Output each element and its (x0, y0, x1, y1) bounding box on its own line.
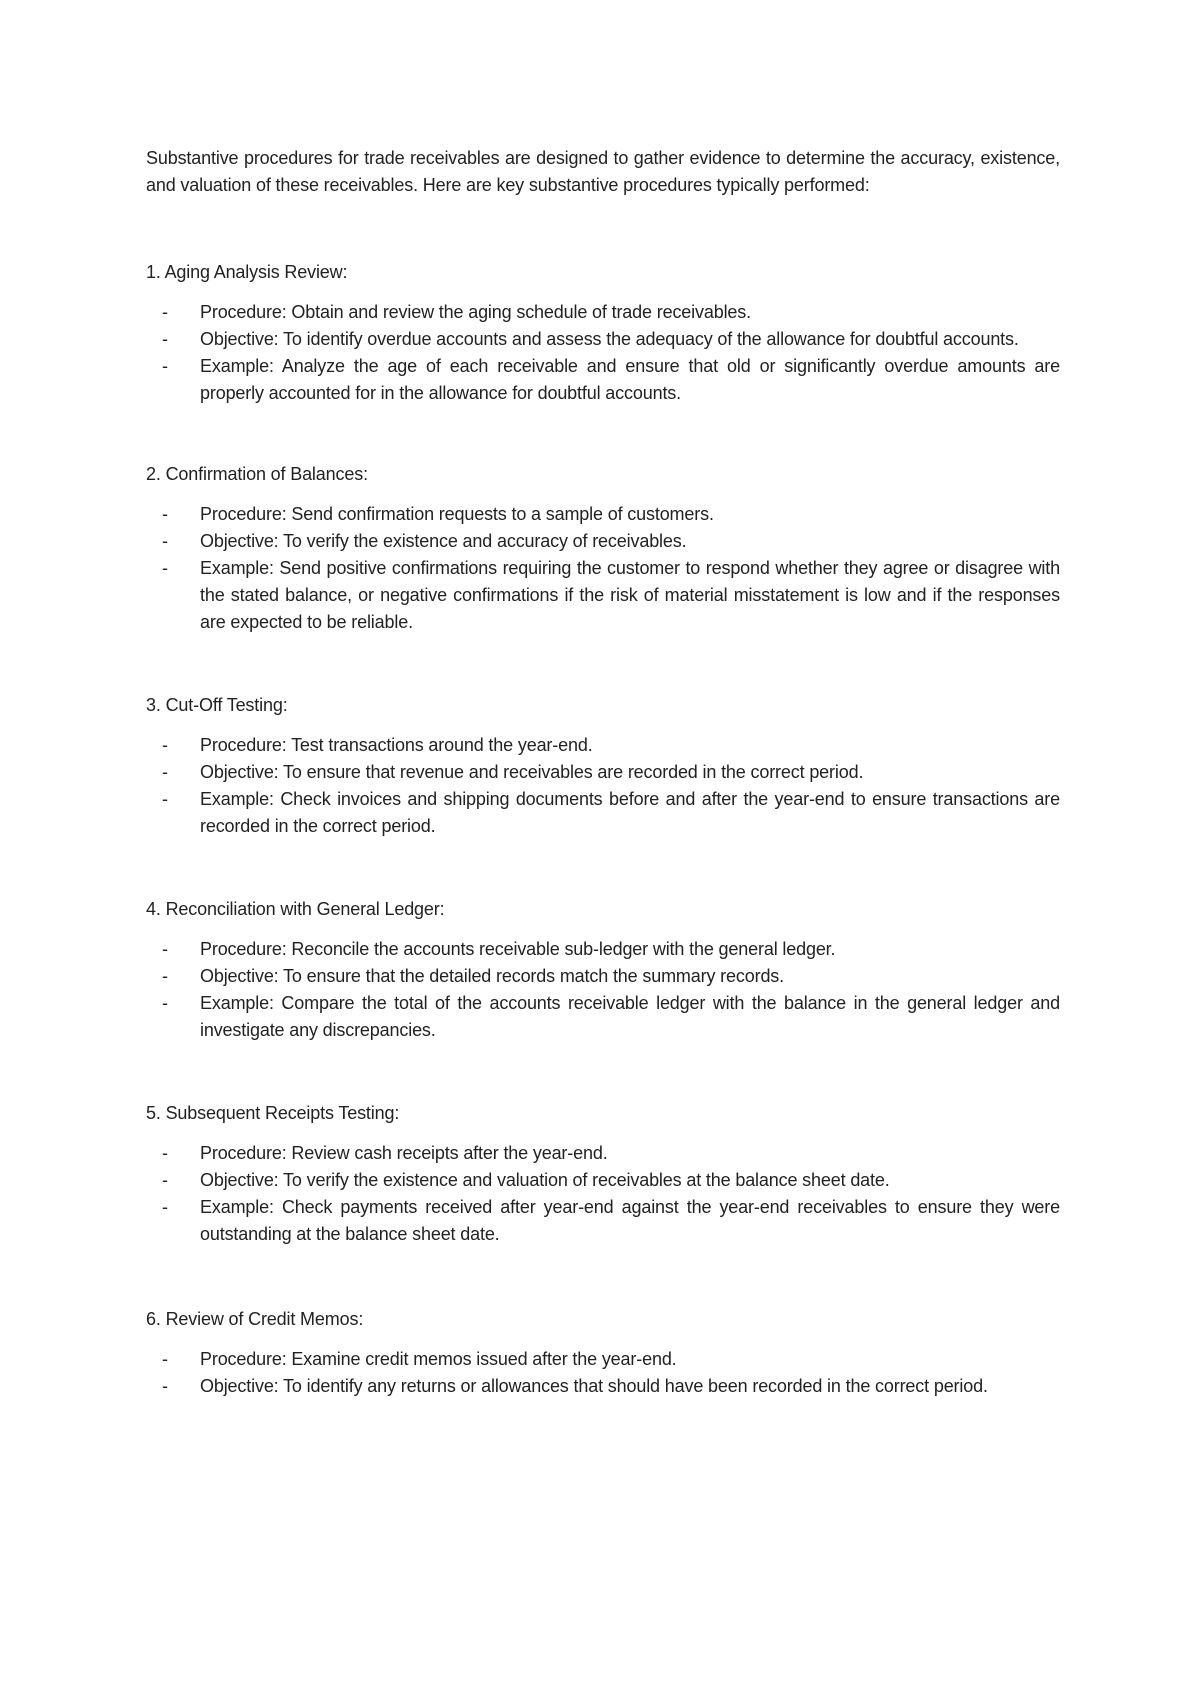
list-item (146, 528, 1060, 555)
bullet-dash: - (162, 1143, 168, 1163)
section-heading: 2. Confirmation of Balances: (146, 464, 368, 484)
bullet-dash: - (162, 504, 168, 524)
list-item (146, 732, 1060, 759)
section-heading: 6. Review of Credit Memos: (146, 1309, 364, 1329)
list-item-text: Example: Analyze the age of each receivable and ensure that old or significantly overdue amounts are properly accounted for in the allowance for doubtful accounts. (200, 356, 1060, 403)
list-item (146, 786, 1060, 840)
bullet-dash: - (162, 993, 168, 1013)
section-5 (146, 1100, 1060, 1248)
list-item (146, 1167, 1060, 1194)
bullet-dash: - (162, 1349, 168, 1369)
bullet-dash: - (162, 939, 168, 959)
section-3 (146, 692, 1060, 840)
list-item (146, 1373, 1060, 1400)
section-heading: 1. Aging Analysis Review: (146, 262, 348, 282)
bullet-dash: - (162, 356, 168, 376)
bullet-dash: - (162, 966, 168, 986)
intro-paragraph: Substantive procedures for trade receivables are designed to gather evidence to determine the accuracy, existence, and valuation of these receivables. Here are key substantive procedures typically performed: (146, 148, 1060, 195)
bullet-dash: - (162, 735, 168, 755)
bullet-dash: - (162, 762, 168, 782)
document-page (146, 145, 1060, 1400)
list-item-text: Objective: To identify any returns or allowances that should have been recorded in the correct period. (200, 1376, 988, 1396)
list-item-text: Example: Check invoices and shipping documents before and after the year-end to ensure transactions are recorded in the correct period. (200, 789, 1060, 836)
list-item-text: Objective: To verify the existence and valuation of receivables at the balance sheet date. (200, 1170, 890, 1190)
list-item (146, 963, 1060, 990)
bullet-list (146, 1140, 1060, 1248)
list-item-text: Objective: To ensure that the detailed records match the summary records. (200, 966, 784, 986)
list-item-text: Example: Compare the total of the accounts receivable ledger with the balance in the general ledger and investigate any discrepancies. (200, 993, 1060, 1040)
list-item-text: Example: Check payments received after year-end against the year-end receivables to ensure they were outstanding at the balance sheet date. (200, 1197, 1060, 1244)
section-heading: 4. Reconciliation with General Ledger: (146, 899, 445, 919)
bullet-dash: - (162, 302, 168, 322)
list-item (146, 555, 1060, 636)
list-item (146, 353, 1060, 407)
section-4 (146, 896, 1060, 1044)
list-item (146, 299, 1060, 326)
section-6 (146, 1306, 1060, 1400)
bullet-list (146, 732, 1060, 840)
bullet-dash: - (162, 789, 168, 809)
sections-container (146, 259, 1060, 1400)
list-item (146, 990, 1060, 1044)
list-item (146, 501, 1060, 528)
list-item-text: Objective: To identify overdue accounts and assess the adequacy of the allowance for doubtful accounts. (200, 329, 1019, 349)
bullet-dash: - (162, 531, 168, 551)
list-item (146, 1140, 1060, 1167)
section-heading: 3. Cut-Off Testing: (146, 695, 288, 715)
list-item-text: Example: Send positive confirmations requiring the customer to respond whether they agree or disagree with the stated balance, or negative confirmations if the risk of material misstatement is low and if the responses are expected to be reliable. (200, 558, 1060, 632)
bullet-dash: - (162, 1170, 168, 1190)
list-item-text: Procedure: Review cash receipts after the year-end. (200, 1143, 608, 1163)
list-item-text: Procedure: Examine credit memos issued after the year-end. (200, 1349, 677, 1369)
list-item (146, 326, 1060, 353)
list-item-text: Procedure: Send confirmation requests to a sample of customers. (200, 504, 714, 524)
list-item (146, 759, 1060, 786)
bullet-list (146, 501, 1060, 636)
bullet-dash: - (162, 329, 168, 349)
list-item-text: Procedure: Test transactions around the year-end. (200, 735, 593, 755)
list-item-text: Procedure: Obtain and review the aging schedule of trade receivables. (200, 302, 751, 322)
section-2 (146, 461, 1060, 636)
section-heading: 5. Subsequent Receipts Testing: (146, 1103, 400, 1123)
list-item-text: Objective: To verify the existence and accuracy of receivables. (200, 531, 687, 551)
bullet-list (146, 936, 1060, 1044)
list-item (146, 1194, 1060, 1248)
list-item-text: Objective: To ensure that revenue and receivables are recorded in the correct period. (200, 762, 864, 782)
list-item-text: Procedure: Reconcile the accounts receivable sub-ledger with the general ledger. (200, 939, 836, 959)
bullet-list (146, 1346, 1060, 1400)
list-item (146, 936, 1060, 963)
section-1 (146, 259, 1060, 407)
bullet-dash: - (162, 558, 168, 578)
bullet-dash: - (162, 1376, 168, 1396)
list-item (146, 1346, 1060, 1373)
bullet-dash: - (162, 1197, 168, 1217)
bullet-list (146, 299, 1060, 407)
